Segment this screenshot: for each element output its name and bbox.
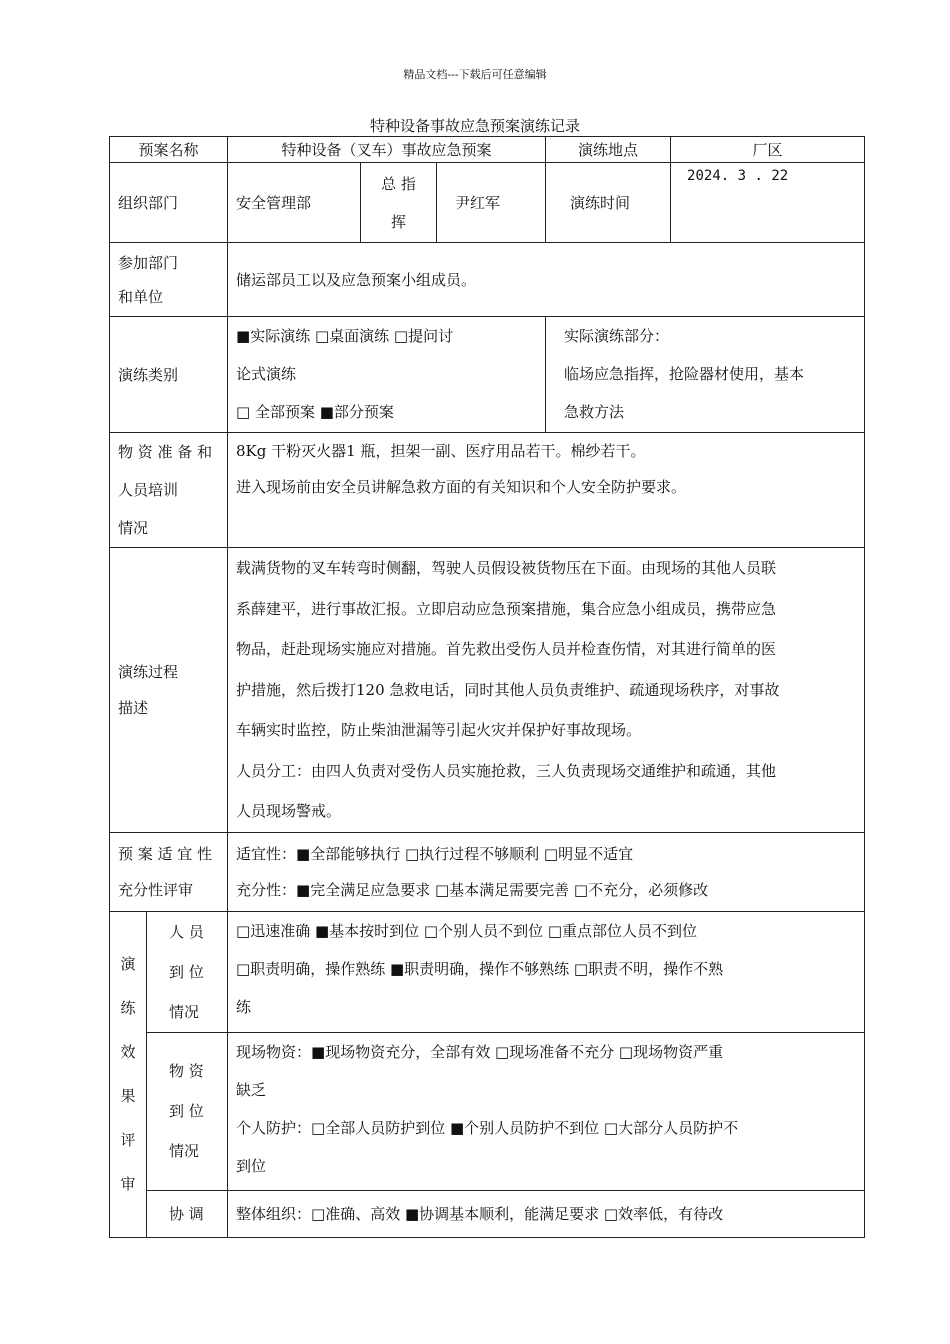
suitability-label-line-2: 充分性评审 [118,880,194,899]
drill-type-options-line-2: 论式演练 [236,365,297,383]
effect-review-char: 审 [120,1175,136,1193]
personnel-label-line-3: 情况 [169,1002,200,1021]
drill-type-options-line-1: ■实际演练 □桌面演练 □提问讨 [236,327,454,345]
process-description-line-4: 护措施，然后拨打120 急救电话，同时其他人员负责维护、疏通现场秩序，对事故 [236,680,780,699]
drill-time-value: 2024. 3 . 22 [671,163,865,243]
materials-label-line-3: 情况 [118,519,149,537]
effect-review-char: 评 [120,1131,136,1149]
suitability-label [110,832,228,911]
materials-ready-review-line-2: 缺乏 [236,1080,267,1099]
process-label-line-2: 描述 [118,698,149,717]
personnel-label-line-2: 到 位 [169,962,204,981]
page-header: 精品文档---下载后可任意编辑 [403,68,547,81]
suitability-review-line-2: 充分性：■完全满足应急要求 □基本满足需要完善 □不充分，必须修改 [236,880,709,899]
materials-ready-label-line-3: 情况 [169,1142,200,1160]
plan-name-value: 特种设备（叉车）事故应急预案 [228,137,546,163]
process-description-line-2: 系薛建平，进行事故汇报。立即启动应急预案措施，集合应急小组成员，携带应急 [236,599,777,618]
plan-name-label: 预案名称 [110,137,228,163]
process-description-line-3: 物品，赶赴现场实施应对措施。首先救出受伤人员并检查伤情，对其进行简单的医 [236,640,777,658]
drill-record-table [109,136,865,1238]
drill-type-options [228,317,546,433]
materials-ready-review [228,1032,865,1190]
materials-label [110,433,228,548]
actual-drill-part-line-3: 急救方法 [564,403,625,421]
materials-ready-label-line-2: 到 位 [169,1102,204,1120]
process-description-line-1: 载满货物的叉车转弯时侧翻，驾驶人员假设被货物压在下面。由现场的其他人员联 [236,559,777,577]
effect-review-label [110,911,147,1237]
participants-label-line-2: 和单位 [118,287,164,306]
materials-value-line-2: 进入现场前由安全员讲解急救方面的有关知识和个人安全防护要求。 [236,478,687,496]
process-description-line-5: 车辆实时监控，防止柴油泄漏等引起火灾并保护好事故现场。 [236,721,642,739]
effect-review-char: 练 [120,999,136,1017]
process-description-line-6: 人员分工：由四人负责对受伤人员实施抢救，三人负责现场交通维护和疏通，其他 [236,761,777,780]
actual-drill-part-line-2: 临场应急指挥，抢险器材使用，基本 [564,365,805,383]
drill-type-options-line-3: □ 全部预案 ■部分预案 [236,403,394,421]
commander-label-line-2: 挥 [391,212,407,231]
process-label [110,548,228,833]
coordination-label: 协 调 [147,1190,228,1237]
participants-label-line-1: 参加部门 [118,253,179,272]
drill-type-label: 演练类别 [110,317,228,433]
participants-label [110,243,228,317]
participants-value: 储运部员工以及应急预案小组成员。 [228,243,865,317]
materials-value [228,433,865,548]
coordination-review: 整体组织：□准确、高效 ■协调基本顺利，能满足要求 □效率低，有待改 [228,1190,865,1237]
personnel-review [228,911,865,1032]
drill-location-value: 厂区 [671,137,865,163]
org-dept-label: 组织部门 [110,163,228,243]
drill-location-label: 演练地点 [546,137,671,163]
actual-drill-part [546,317,865,433]
drill-time-label: 演练时间 [546,163,671,243]
commander-label-line-1: 总 指 [381,174,416,193]
actual-drill-part-line-1: 实际演练部分： [564,327,670,345]
personnel-review-line-2: □职责明确，操作熟练 ■职责明确，操作不够熟练 □职责不明，操作不熟 [236,959,724,978]
personnel-review-line-3: 练 [236,997,252,1016]
effect-review-char: 效 [120,1043,136,1061]
materials-ready-label-line-1: 物 资 [169,1062,204,1080]
materials-label-line-2: 人员培训 [118,481,179,499]
materials-value-line-1: 8Kg 干粉灭火器1 瓶，担架一副、医疗用品若干。棉纱若干。 [236,442,646,460]
personnel-review-line-1: □迅速准确 ■基本按时到位 □个别人员不到位 □重点部位人员不到位 [236,921,698,940]
materials-ready-label [147,1032,228,1190]
materials-ready-review-line-3: 个人防护：□全部人员防护到位 ■个别人员防护不到位 □大部分人员防护不 [236,1118,739,1137]
commander-label [361,163,437,243]
effect-review-char: 演 [120,955,136,973]
materials-ready-review-line-4: 到位 [236,1156,267,1175]
materials-ready-review-line-1: 现场物资：■现场物资充分，全部有效 □现场准备不充分 □现场物资严重 [236,1042,724,1061]
org-dept-value: 安全管理部 [228,163,361,243]
commander-value: 尹红军 [437,163,546,243]
effect-review-char: 果 [120,1087,136,1105]
suitability-review [228,832,865,911]
materials-label-line-1: 物 资 准 备 和 [118,443,213,461]
suitability-review-line-1: 适宜性：■全部能够执行 □执行过程不够顺利 □明显不适宜 [236,844,634,863]
personnel-label-line-1: 人 员 [169,922,204,941]
page-title: 特种设备事故应急预案演练记录 [369,117,580,135]
process-label-line-1: 演练过程 [118,662,179,681]
personnel-label [147,911,228,1032]
suitability-label-line-1: 预 案 适 宜 性 [118,844,213,863]
process-description-line-7: 人员现场警戒。 [236,802,342,820]
process-description [228,548,865,833]
